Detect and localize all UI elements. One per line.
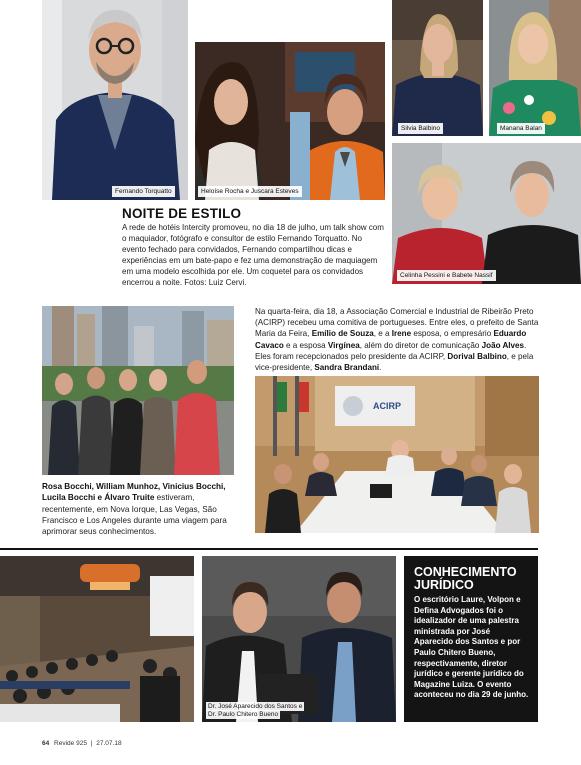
- magazine-name: Revide 925: [54, 740, 87, 747]
- caption-heloise: Heloíse Rocha e Juscara Esteves: [198, 186, 302, 197]
- acirp-text-7: , e pela vice-presidente,: [255, 351, 534, 373]
- page-footer: [42, 740, 122, 747]
- acirp-text-8: .: [379, 363, 382, 373]
- photo-silvia-balbino: [392, 0, 483, 136]
- issue-date: 27.07.18: [96, 740, 122, 747]
- text-family-trip: [42, 481, 234, 537]
- acirp-text-6: . Eles foram recepcionados pelo presidente da ACIRP,: [255, 340, 527, 361]
- photo-manana-balan: [489, 0, 581, 136]
- photo-acirp-meeting: [255, 376, 539, 533]
- legal-knowledge-heading-1: CONHECIMENTO: [414, 565, 517, 579]
- section-divider: [0, 548, 538, 550]
- photo-family-trip: [42, 306, 234, 475]
- acirp-text-3: esposa, o empresário: [411, 329, 494, 339]
- text-noite-de-estilo: A rede de hotéis Intercity promoveu, no dia 18 de julho, um talk show com o maquiador, fotógrafo e consultor de estilo Fernando Torquatto. No evento fechado para convidados, Fernando compartilhou dicas e experiências em um bate-papo e fez uma demonstração de maquiagem em uma modelo escolhida por ele. Um coquetel para os convidados encerrou a noite. Fotos: Luiz Cervi.: [122, 223, 384, 287]
- name-joao: João Alves: [481, 340, 525, 350]
- acirp-text-1: Na quarta-feira, dia 18, a Associação Comercial e Industrial de Ribeirão Preto (ACIRP) recebeu uma comitiva de portugueses. Entre eles, o prefeito de Santa Maria da Feira,: [255, 307, 539, 339]
- caption-celinha: Celinha Pessini e Babete Nassif: [397, 270, 496, 281]
- footer-separator: |: [90, 740, 93, 747]
- photo-lawyers: [202, 556, 396, 722]
- heading-noite-de-estilo: NOITE DE ESTILO: [122, 206, 242, 221]
- name-emilio: Emílio de Souza: [311, 329, 374, 339]
- caption-silvia: Silvia Balbino: [398, 123, 443, 134]
- caption-lawyers-line-1: Dr. José Aparecido dos Santos e: [208, 703, 303, 710]
- photo-celinha-babete: [392, 143, 581, 284]
- acirp-text-2: , e a: [373, 329, 392, 339]
- name-sandra: Sandra Brandani: [314, 363, 380, 373]
- acirp-text-5: , além do diretor de comunicação: [359, 340, 482, 350]
- legal-knowledge-text: O escritório Laure, Volpon e Defina Advogados foi o idealizador de uma palestra ministrada por José Aparecido dos Santos e por Paulo Chitero Bueno, respectivamente, diretor jurídico e gerente jurídico do Magazine Luiza. O evento aconteceu no dia 29 de junho.: [414, 595, 529, 700]
- family-trip-text: estiveram, recentemente, em Nova Iorque, Las Vegas, São Francisco e Los Angeles durante uma viagem para aprimorar seus conhecimentos.: [42, 493, 227, 537]
- family-names: Rosa Bocchi, William Munhoz, Vinicius Bocchi, Lucila Bocchi e Álvaro Truite: [42, 482, 226, 503]
- acirp-text-4: e a esposa: [283, 340, 328, 350]
- name-dorival: Dorival Balbino: [447, 351, 507, 361]
- name-irene: Irene: [391, 329, 412, 339]
- text-acirp: [255, 306, 539, 373]
- photo-fernando-torquatto: [42, 0, 188, 200]
- caption-lawyers-line-2: Dr. Paulo Chitero Bueno: [208, 711, 279, 718]
- name-eduardo: Eduardo Cavaco: [255, 329, 527, 350]
- photo-heloise-juscara: [195, 42, 385, 200]
- legal-knowledge-box: [404, 556, 538, 722]
- caption-manana: Manana Balan: [497, 123, 545, 134]
- caption-fernando: Fernando Torquatto: [112, 186, 175, 197]
- acirp-sign-text: ACIRP: [373, 401, 402, 411]
- name-virginea: Virgínea: [327, 340, 360, 350]
- page-number: 64: [42, 740, 50, 747]
- legal-knowledge-heading-2: JURÍDICO: [414, 578, 474, 592]
- photo-auditorium: [0, 556, 194, 722]
